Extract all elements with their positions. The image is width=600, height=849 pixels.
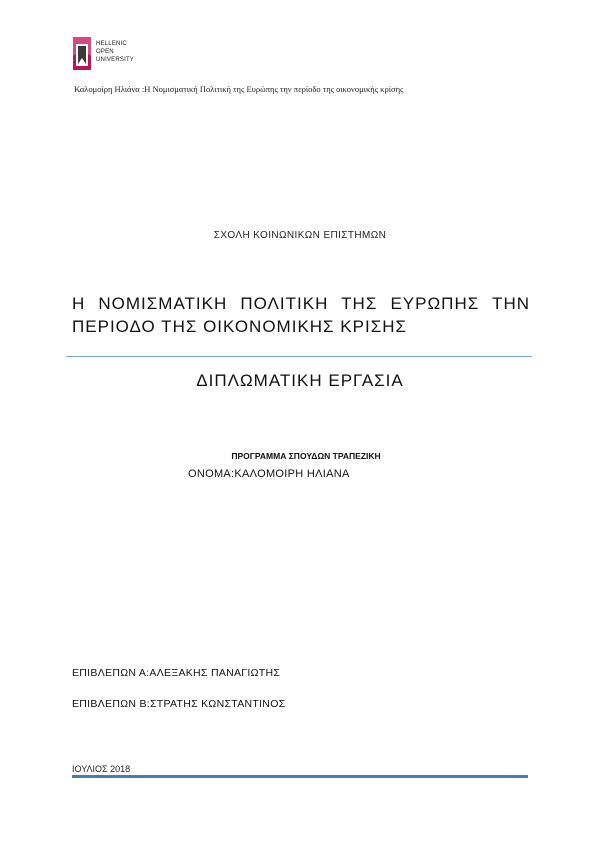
author-name: ΟΝΟΜΑ:ΚΑΛΟΜΟΙΡΗ ΗΛΙΑΝΑ (188, 468, 350, 480)
document-type: ΔΙΠΛΩΜΑΤΙΚΗ ΕΡΓΑΣΙΑ (196, 371, 404, 390)
thesis-title: Η ΝΟΜΙΣΜΑΤΙΚΗ ΠΟΛΙΤΙΚΗ ΤΗΣ ΕΥΡΩΠΗΣ ΤΗΝ ΠΕΡΙΟΔΟ ΤΗΣ ΟΙΚΟΝΟΜΙΚΗΣ ΚΡΙΣΗΣ (72, 294, 530, 336)
university-logo (72, 36, 135, 72)
university-logo-text (96, 40, 134, 64)
logo-line-2: OPEN (96, 49, 114, 55)
supervisor-b: ΕΠΙΒΛΕΠΩΝ Β:ΣΤΡΑΤΗΣ ΚΩΝΣΤΑΝΤΙΝΟΣ (72, 698, 286, 710)
supervisor-a: ΕΠΙΒΛΕΠΩΝ Α:ΑΛΕΞΑΚΗΣ ΠΑΝΑΓΙΩΤΗΣ (72, 667, 281, 679)
title-divider (66, 356, 532, 357)
logo-line-3: UNIVERSITY (96, 57, 135, 63)
logo-line-1: HELLENIC (96, 41, 127, 47)
running-header: Καλομοίρη Ηλιάνα :Η Νομισματική Πολιτική της Ευρώπης την περίοδο της οικονομικής κρίσης (74, 84, 404, 94)
footer-bar (72, 775, 528, 778)
submission-date: ΙΟΥΛΙΟΣ 2018 (72, 764, 131, 774)
study-program: ΠΡΟΓΡΑΜΜΑ ΣΠΟΥΔΩΝ ΤΡΑΠΕΖΙΚΗ (231, 451, 381, 461)
school-name: ΣΧΟΛΗ ΚΟΙΝΩΝΙΚΩΝ ΕΠΙΣΤΗΜΩΝ (213, 230, 387, 241)
university-logo-mark-icon (72, 36, 94, 71)
